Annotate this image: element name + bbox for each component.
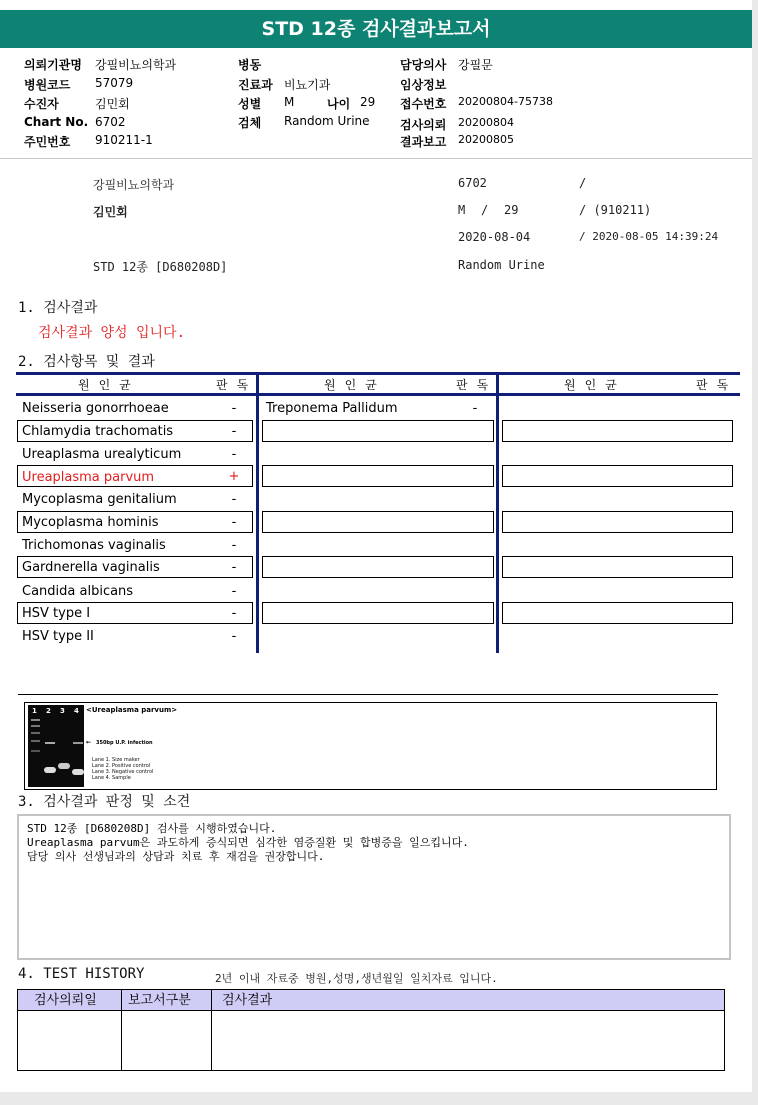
header-label: 임상정보 — [400, 78, 447, 92]
header-value: 57079 — [95, 76, 134, 90]
section2-title: 2. 검사항목 및 결과 — [18, 354, 155, 370]
patient-test: STD 12종 [D680208D] — [93, 260, 228, 274]
row-box — [262, 420, 494, 442]
row-box — [502, 420, 733, 442]
header-label: Chart No. — [24, 115, 89, 129]
pathogen-result: - — [231, 629, 237, 644]
pathogen-name: HSV type I — [22, 606, 91, 621]
patient-slash: / — [579, 176, 587, 190]
header-value: M — [284, 95, 295, 109]
col-header-pathogen: 원인균 — [564, 378, 626, 392]
pathogen-result: - — [231, 606, 237, 621]
pathogen-result: - — [231, 447, 237, 462]
header-label: 나이 — [327, 97, 351, 111]
patient-hospital: 강필비뇨의학과 — [93, 178, 175, 192]
row-box — [502, 602, 733, 624]
pathogen-result: - — [231, 515, 237, 530]
row-box — [262, 465, 494, 487]
gel-legend: Lane 4. Sample — [92, 775, 131, 781]
patient-sex: M — [458, 203, 466, 217]
comment-box — [17, 814, 731, 960]
col-header-judge: 판독 — [456, 378, 498, 392]
header-value: 910211-1 — [95, 133, 153, 147]
pathogen-name: Treponema Pallidum — [266, 401, 398, 416]
pathogen-name: Mycoplasma genitalium — [22, 492, 177, 507]
header-label: 검사의뢰 — [400, 118, 447, 132]
header-value: 20200804-75738 — [458, 95, 553, 108]
header-label: 검체 — [238, 116, 262, 130]
grid-top-line — [16, 372, 740, 375]
gel-band — [31, 732, 40, 734]
lane-number: 1 — [32, 707, 37, 715]
header-value: Random Urine — [284, 114, 370, 128]
history-header — [18, 990, 724, 1011]
comment-line: Ureaplasma parvum은 과도하게 증식되면 심각한 염증질환 및 합병증을 일으킵니다. — [27, 836, 469, 849]
comment-line: STD 12종 [D680208D] 검사를 시행하였습니다. — [27, 822, 277, 835]
col-header-pathogen: 원인균 — [78, 378, 140, 392]
gel-band — [73, 742, 83, 744]
gel-band — [31, 719, 40, 721]
history-col-divider — [121, 990, 122, 1070]
lane-number: 3 — [60, 707, 65, 715]
header-label: 의뢰기관명 — [24, 58, 82, 72]
header-label: 수진자 — [24, 97, 59, 111]
header-label: 담당의사 — [400, 58, 447, 72]
row-box — [262, 511, 494, 533]
patient-specimen: Random Urine — [458, 258, 545, 272]
header-label: 진료과 — [238, 78, 273, 92]
result-summary: 검사결과 양성 입니다. — [38, 325, 186, 341]
section4-title: 4. TEST HISTORY — [18, 966, 145, 982]
row-box — [502, 465, 733, 487]
header-label: 성별 — [238, 97, 262, 111]
history-note: 2년 이내 자료중 병원,성명,생년월일 일치자료 입니다. — [215, 972, 498, 985]
gel-band — [72, 769, 84, 775]
pathogen-name: Trichomonas vaginalis — [22, 538, 166, 553]
pathogen-result: - — [231, 401, 237, 416]
col-header-judge: 판독 — [216, 378, 258, 392]
row-box — [262, 602, 494, 624]
gel-legend: Lane 1. Size maker — [92, 757, 140, 763]
gel-legend: Lane 3. Negative control — [92, 769, 154, 775]
pathogen-result: - — [231, 584, 237, 599]
patient-slash: / — [481, 203, 489, 217]
pathogen-name: Mycoplasma hominis — [22, 515, 159, 530]
grid-header-line — [16, 393, 740, 396]
gel-band — [31, 750, 40, 752]
grid-divider — [256, 372, 259, 653]
gel-band-label: 350bp U.P. infection — [96, 740, 153, 746]
row-box — [262, 556, 494, 578]
col-header-judge: 판독 — [696, 378, 738, 392]
history-col-result: 검사결과 — [222, 993, 273, 1008]
lane-number: 4 — [74, 707, 79, 715]
patient-chart: 6702 — [458, 176, 487, 190]
header-value: 강필비뇨의학과 — [95, 58, 177, 72]
gel-band — [31, 740, 40, 742]
gel-legend: Lane 2. Positive control — [92, 763, 151, 769]
gel-band — [44, 767, 56, 773]
pathogen-name: Gardnerella vaginalis — [22, 560, 160, 575]
header-label: 접수번호 — [400, 97, 447, 111]
gel-electrophoresis-image — [28, 705, 84, 787]
comment-line: 담당 의사 선생님과의 상담과 치료 후 재검을 권장합니다. — [27, 850, 325, 863]
gel-band — [45, 742, 55, 744]
header-value: 김민회 — [95, 97, 130, 111]
section1-title: 1. 검사결과 — [18, 300, 98, 316]
report-title: STD 12종 검사결과보고서 — [0, 10, 752, 48]
header-label: 병원코드 — [24, 78, 71, 92]
pathogen-name: Ureaplasma urealyticum — [22, 447, 182, 462]
header-value: 비뇨기과 — [284, 78, 331, 92]
header-value: 20200804 — [458, 116, 514, 129]
patient-age: 29 — [504, 203, 519, 217]
header-label: 결과보고 — [400, 135, 447, 149]
row-box — [502, 511, 733, 533]
gel-band — [58, 763, 70, 769]
pathogen-name: Neisseria gonorrhoeae — [22, 401, 169, 416]
row-box — [502, 556, 733, 578]
header-value: 강필문 — [458, 58, 493, 72]
pathogen-result: - — [231, 424, 237, 439]
pathogen-name: Chlamydia trachomatis — [22, 424, 174, 439]
history-col-type: 보고서구분 — [128, 993, 191, 1008]
patient-date: 2020-08-04 — [458, 230, 531, 244]
grid-divider — [496, 372, 499, 653]
patient-birth: / (910211) — [579, 203, 652, 217]
pathogen-result: - — [231, 492, 237, 507]
gel-top-rule — [18, 694, 718, 695]
header-label: 주민번호 — [24, 135, 71, 149]
header-divider — [0, 158, 752, 159]
header-value: 20200805 — [458, 133, 514, 146]
header-label: 병동 — [238, 58, 262, 72]
header-value: 29 — [360, 95, 376, 109]
gel-arrow-icon: ← — [86, 739, 92, 746]
patient-name: 김민회 — [93, 205, 128, 219]
history-col-divider — [211, 990, 212, 1070]
pathogen-name-positive: Ureaplasma parvum — [22, 470, 155, 485]
section3-title: 3. 검사결과 판정 및 소견 — [18, 794, 191, 810]
gel-band — [31, 725, 40, 727]
header-value: 6702 — [95, 115, 126, 129]
gel-title: <Ureaplasma parvum> — [86, 706, 178, 714]
col-header-pathogen: 원인균 — [324, 378, 386, 392]
history-table — [17, 989, 725, 1071]
pathogen-result: - — [472, 401, 478, 416]
pathogen-result: - — [231, 538, 237, 553]
pathogen-result: - — [231, 560, 237, 575]
lane-number: 2 — [46, 707, 51, 715]
pathogen-name: Candida albicans — [22, 584, 134, 599]
pathogen-result-positive: + — [228, 469, 240, 484]
history-col-date: 검사의뢰일 — [34, 993, 97, 1008]
patient-datetime: / 2020-08-05 14:39:24 — [579, 230, 719, 243]
pathogen-name: HSV type II — [22, 629, 94, 644]
